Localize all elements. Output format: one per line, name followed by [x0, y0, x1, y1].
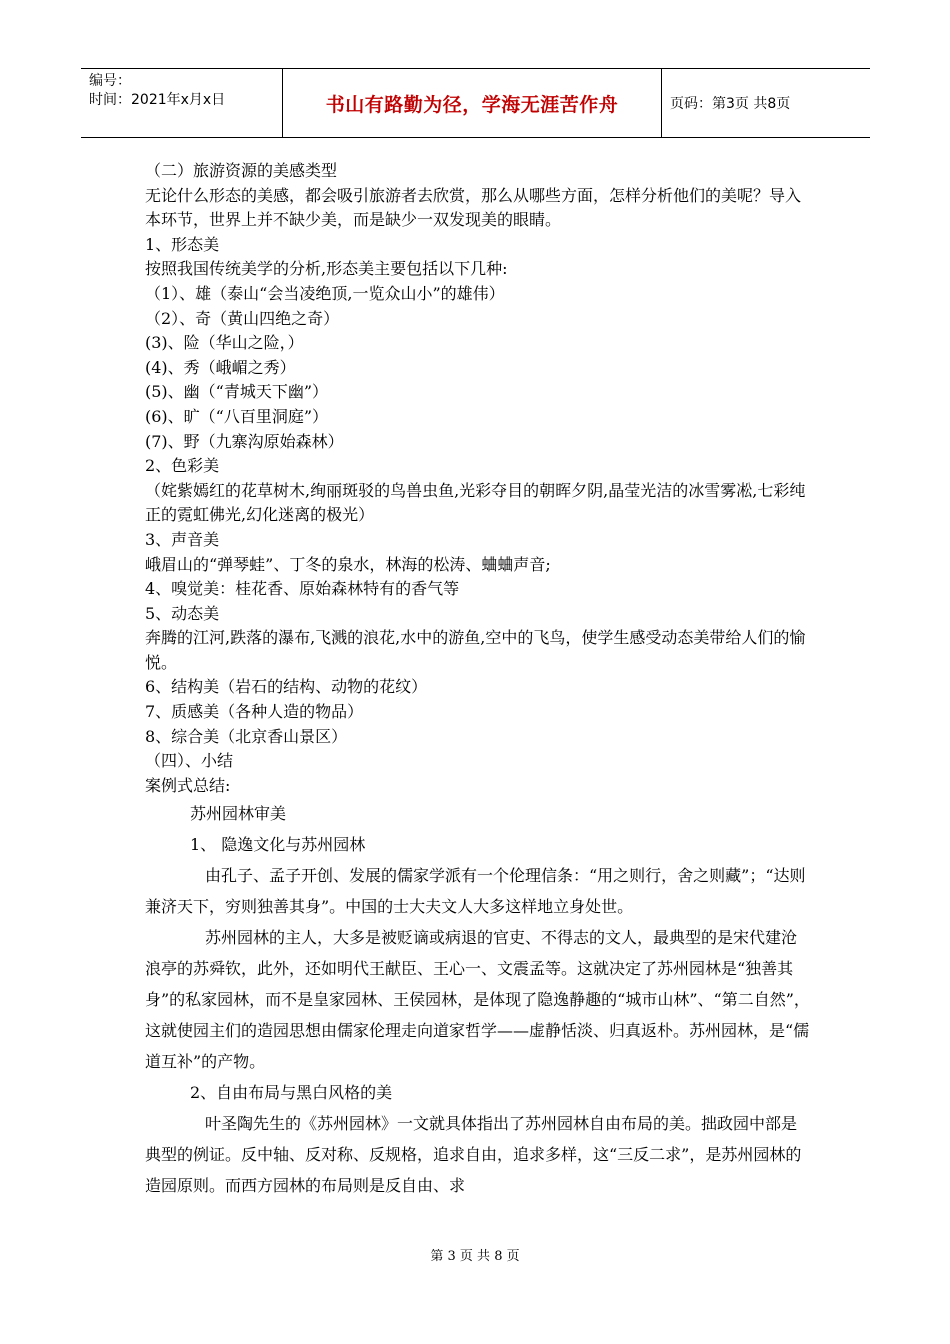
paragraph-text: （姹紫嫣红的花草树木,绚丽斑驳的鸟兽虫鱼,光彩夺目的朝晖夕阴,晶莹光洁的冰雪雾凇,七彩纯正的霓虹佛光,幻化迷离的极光） [145, 480, 806, 525]
header-meta-cell [81, 69, 283, 137]
list-item: （2）、奇（黄山四绝之奇） [145, 308, 340, 328]
heading-structure-beauty: 6、结构美（岩石的结构、动物的花纹） [145, 677, 428, 697]
header-motto-cell [283, 69, 662, 137]
document-number: 编号： [89, 73, 131, 89]
paragraph-intro: 无论什么形态的美感，都会吸引旅游者去欣赏，那么从哪些方面，怎样分析他们的美呢？导入本环节，世界上并不缺少美，而是缺少一双发现美的眼睛。 [145, 185, 802, 230]
paragraph-owners: 苏州园林的主人，大多是被贬谪或病退的官吏、不得志的文人，最典型的是宋代建沧浪亭的苏舜钦，此外，还如明代王献臣、王心一、文震孟等。这就决定了苏州园林是“独善其身”的私家园林，而不是皇家园林、王侯园林，是体现了隐逸静趣的“城市山林”、“第二自然”，这就使园主们的造园思想由儒家伦理走向道家哲学——虚静恬淡、归真返朴。苏州园林，是“儒道互补”的产物。 [145, 928, 810, 1072]
page-indicator: 页码：第3页 共8页 [670, 96, 791, 112]
subheading-seclusion: 1、 隐逸文化与苏州园林 [190, 835, 366, 855]
heading-comprehensive-beauty: 8、综合美（北京香山景区） [145, 726, 348, 746]
document-date: 时间：2021年x月x日 [89, 92, 226, 108]
document-body [145, 159, 810, 1201]
list-item: （1）、雄（泰山“会当凌绝顶,一览众山小”的雄伟） [145, 283, 505, 303]
list-item: (4)、秀（峨嵋之秀） [145, 357, 296, 377]
page-footer: 第 3 页 共 8 页 [430, 1249, 520, 1264]
list-item: (3)、险（华山之险，） [145, 333, 304, 353]
header-page-cell [662, 69, 870, 137]
heading-color-beauty: 2、色彩美 [145, 456, 220, 476]
heading-sound-beauty: 3、声音美 [145, 529, 220, 549]
case-title: 苏州园林审美 [190, 804, 287, 824]
heading-aesthetic-types: （二）旅游资源的美感类型 [145, 161, 338, 180]
subheading-layout: 2、自由布局与黑白风格的美 [190, 1083, 393, 1103]
list-item: (7)、野（九寨沟原始森林） [145, 431, 344, 451]
paragraph-confucian: 由孔子、孟子开创、发展的儒家学派有一个伦理信条：“用之则行，舍之则藏”；“达则兼济天下，穷则独善其身”。中国的士大夫文人大多这样地立身处世。 [145, 866, 806, 917]
heading-smell-beauty: 4、嗅觉美：桂花香、原始森林特有的香气等 [145, 579, 460, 599]
heading-motion-beauty: 5、动态美 [145, 603, 220, 623]
list-item: (5)、幽（“青城天下幽”） [145, 382, 329, 402]
heading-form-beauty: 1、形态美 [145, 234, 220, 254]
motto: 书山有路勤为径，学海无涯苦作舟 [325, 94, 619, 116]
list-item: (6)、旷（“八百里洞庭”） [145, 406, 329, 426]
case-section [145, 798, 810, 1201]
heading-texture-beauty: 7、质感美（各种人造的物品） [145, 702, 364, 722]
paragraph-text: 奔腾的江河,跌落的瀑布,飞溅的浪花,水中的游鱼,空中的飞鸟，使学生感受动态美带给人们的愉悦。 [145, 628, 806, 672]
header-table [81, 68, 870, 138]
paragraph-layout: 叶圣陶先生的《苏州园林》一文就具体指出了苏州园林自由布局的美。拙政园中部是典型的例证。反中轴、反对称、反规格，追求自由，追求多样，这“三反二求”，是苏州园林的造园原则。而西方园林的布局则是反自由、求 [145, 1114, 802, 1196]
paragraph-text: 峨眉山的“弹琴蛙”、丁冬的泉水，林海的松涛、蛐蛐声音; [145, 554, 551, 574]
heading-case-summary: 案例式总结: [145, 775, 231, 795]
paragraph-text: 按照我国传统美学的分析,形态美主要包括以下几种: [145, 259, 508, 279]
heading-summary: （四）、小结 [145, 751, 234, 771]
